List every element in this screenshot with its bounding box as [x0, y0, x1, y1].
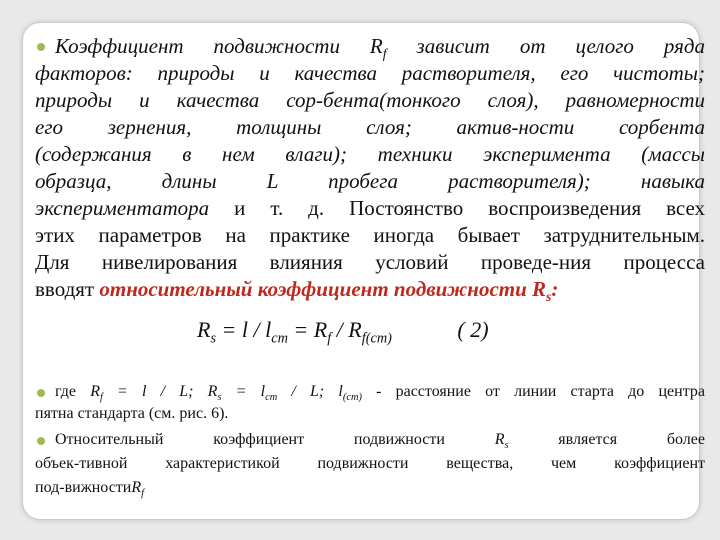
text-line-5: (содержания в нем влаги); техники эксперимента (массы	[35, 142, 705, 166]
formula-number: ( 2)	[457, 317, 489, 342]
text-line-6: образца, длины L пробега растворителя); навыка	[35, 169, 705, 193]
note-line-3: под-вижностиR$_f$	[35, 479, 145, 500]
text-line-8: этих параметров на практике иногда бывает затруднительным.	[35, 223, 705, 247]
bullet-icon	[37, 437, 45, 445]
note-line-1: Относительный коэффициент подвижности $R_s$ является более	[55, 431, 705, 452]
text-line-10: вводят относительный коэффициент подвижности $R_s$:	[35, 277, 559, 305]
text-line-9: Для нивелирования влияния условий проведе-ния процесса	[35, 250, 705, 274]
slide-card	[22, 22, 705, 520]
text-line-7: экспериментатора и т. д. Постоянство воспроизведения всех	[35, 196, 705, 220]
text-line-3: природы и качества сор-бента(тонкого слоя), равномерности	[35, 88, 705, 112]
where-line-2: пятна стандарта (см. рис. 6).	[35, 405, 229, 422]
where-line-1: где $R_f = l / L$; $R_s = l_{ст} / L$; $l_{(ст)}$ - расстояние от линии старта до центра	[55, 383, 705, 404]
note-line-2: объек-тивной характеристикой подвижности вещества, чем коэффициент	[35, 455, 705, 472]
bullet-icon	[37, 43, 45, 51]
bullet-icon	[37, 389, 45, 397]
formula-2: $R_s = l / l_{ст} = R_f / R_{f(ст)}$ ( 2)	[197, 317, 489, 347]
text-line-1: Коэффициент подвижности $R_f$ зависит от целого ряда	[55, 34, 705, 62]
text-line-2: факторов: природы и качества растворителя, его чистоты;	[35, 61, 705, 85]
text-line-4: его зернения, толщины слоя; актив-ности сорбента	[35, 115, 705, 139]
